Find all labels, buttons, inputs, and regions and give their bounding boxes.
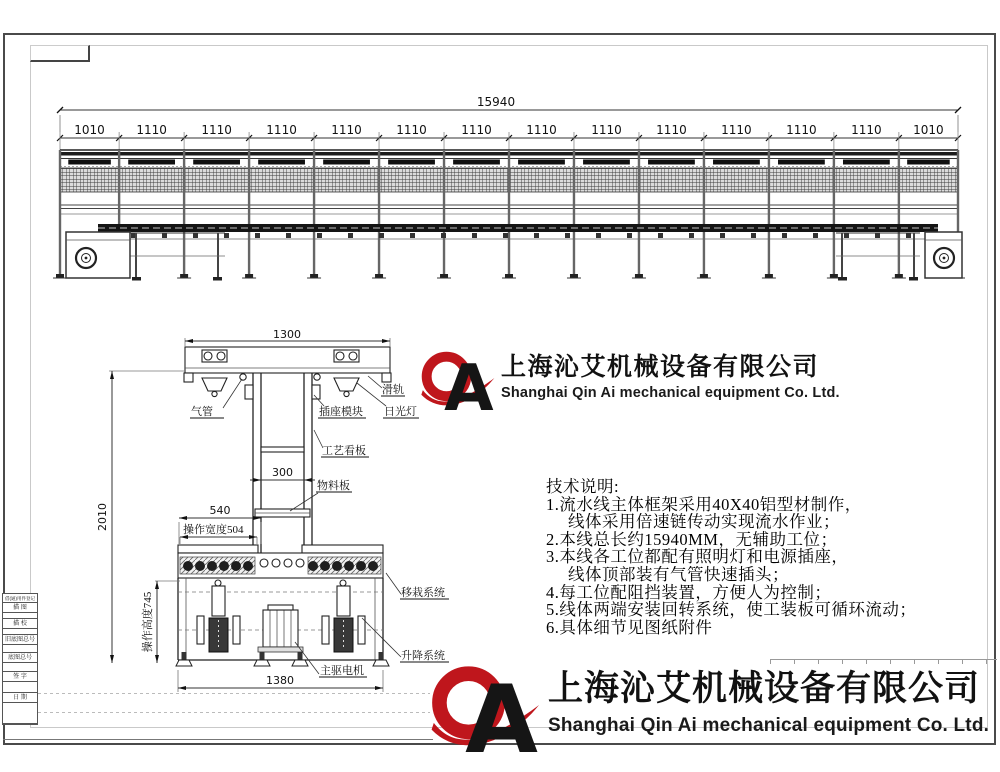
top-beam-assembly: [184, 347, 391, 397]
company-name-cn: 上海沁艾机械设备有限公司: [501, 353, 820, 381]
lamp-bar: [128, 160, 175, 165]
company-name-en: Shanghai Qin Ai mechanical equipment Co. Ltd.: [501, 385, 840, 401]
transfer-system-label: 移栽系统: [401, 587, 445, 599]
dim-op-height-745: [140, 581, 180, 663]
segment-dim-label: 1110: [266, 123, 297, 137]
title-strip-row: 底图总号: [3, 653, 37, 663]
process-board-label: 工艺看板: [322, 445, 366, 457]
central-column: [245, 373, 320, 553]
title-strip-row: 借(通)用件登记: [5, 596, 35, 601]
segment-dim-label: 1110: [851, 123, 882, 137]
company-name-en: Shanghai Qin Ai mechanical equipment Co. Ltd.: [548, 715, 990, 736]
company-logo-top: [419, 346, 840, 416]
machine-body: [176, 545, 389, 666]
notes-title: 技术说明:: [546, 477, 620, 496]
segment-dim-label: 1110: [591, 123, 622, 137]
company-logo-bottom: [428, 658, 989, 761]
dim-label-op-height: 操作高度745: [142, 591, 154, 653]
machine-feet: [176, 652, 389, 666]
company-name-cn: 上海沁艾机械设备有限公司: [548, 669, 981, 708]
title-strip-row: 描 图: [3, 603, 37, 613]
segment-dim-label: 1110: [201, 123, 232, 137]
lamp-bar: [388, 160, 435, 165]
note-line: 线体顶部装有气管快速插头；: [568, 564, 789, 584]
title-strip-row: [3, 663, 37, 672]
title-strip-row: [3, 703, 37, 724]
note-line: 1.流水线主体框架采用40X40铝型材制作，: [546, 494, 862, 514]
conveyor-line-top-elevation: [38, 88, 968, 300]
segment-dim-label: 1110: [461, 123, 492, 137]
overall-dimension: [57, 95, 961, 132]
lamp-bar: [323, 160, 370, 165]
air-fitting: [240, 374, 246, 380]
title-strip-row: 签 字: [3, 672, 37, 682]
note-line: 5.线体两端安装回转系统，使工装板可循环流动；: [546, 600, 917, 620]
notes-lines: [546, 496, 1000, 637]
dim-label-540: 540: [209, 504, 231, 517]
frame-corner-block: [30, 45, 90, 62]
segment-dim-label: 1110: [136, 123, 167, 137]
segment-dim-label: 1010: [913, 123, 944, 137]
fluorescent-lamp-label: 日光灯: [384, 406, 417, 418]
speed-chain-conveyor: [78, 224, 943, 239]
left-tabletop: [178, 545, 258, 553]
main-motor-label: 主驱电机: [320, 665, 364, 677]
note-line: 2.本线总长约15940MM，无辅助工位；: [546, 529, 838, 549]
material-plate-label: 物料板: [317, 480, 350, 492]
lamp-bar: [713, 160, 760, 165]
left-title-strip: [2, 593, 38, 725]
dim-label-300: 300: [272, 466, 293, 479]
workstation-cross-section: [90, 330, 455, 715]
segment-dim-label: 1110: [786, 123, 817, 137]
logo-letter-a: A: [465, 666, 538, 761]
slide-rail-label: 滑轨: [382, 384, 404, 396]
lamp-bar: [193, 160, 240, 165]
socket-module-label: 插座模块: [319, 406, 363, 418]
lamp-bar: [68, 160, 111, 165]
lamp-bar: [778, 160, 825, 165]
air-pipe-label: 气管: [191, 406, 213, 418]
lamp-bar: [843, 160, 890, 165]
right-tabletop: [302, 545, 383, 553]
segment-dim-label: 1110: [331, 123, 362, 137]
note-line: 3.本线各工位都配有照明灯和电源插座，: [546, 547, 849, 567]
segment-dim-label: 1110: [526, 123, 557, 137]
lamp-bar: [907, 160, 950, 165]
dim-1300: [185, 330, 390, 347]
lamp-bar: [518, 160, 565, 165]
dim-label-1380: 1380: [266, 674, 294, 687]
title-strip-row: [3, 682, 37, 693]
lift-system-label: 升降系统: [401, 650, 445, 662]
segment-dim-label: 1110: [396, 123, 427, 137]
logo-letter-a: A: [444, 351, 494, 416]
segment-dim-label: 1110: [721, 123, 752, 137]
left-lift-cylinder: [197, 580, 240, 652]
lamp-bar: [583, 160, 630, 165]
title-strip-row: [3, 645, 37, 653]
dim-label-op-width: 操作宽度504: [183, 524, 244, 536]
note-line: 线体采用倍速链传动实现流水作业；: [568, 512, 840, 532]
air-fitting: [314, 374, 320, 380]
technical-notes: [546, 478, 1000, 636]
faint-table-line: [3, 739, 433, 740]
note-line: 4.每工位配阻挡装置，方便人为控制；: [546, 582, 832, 602]
dim-300: [250, 466, 315, 482]
right-lift-cylinder: [322, 580, 365, 652]
dim-2010: [96, 371, 185, 663]
dim-op-width-504: [180, 522, 257, 544]
main-drive-motor: [258, 605, 303, 652]
lamp-bar: [258, 160, 305, 165]
segment-dim-label: 1110: [656, 123, 687, 137]
title-strip-row: 日 期: [3, 693, 37, 703]
segment-dimensions: [57, 123, 961, 150]
qa-logo-mark: [428, 658, 546, 761]
dim-label-1300: 1300: [273, 330, 301, 341]
socket-module-block: [245, 385, 253, 399]
title-strip-row: 旧底图总号: [4, 637, 35, 643]
dim-label-2010: 2010: [96, 503, 109, 531]
title-strip-row: 描 校: [3, 619, 37, 629]
note-line: 6.具体细节见图纸附件: [546, 617, 713, 637]
qa-logo-mark: [419, 346, 499, 416]
segment-dim-label: 1010: [74, 123, 105, 137]
lamp-bar: [453, 160, 500, 165]
overall-dim-label: 15940: [476, 95, 516, 109]
lamp-bar: [648, 160, 695, 165]
